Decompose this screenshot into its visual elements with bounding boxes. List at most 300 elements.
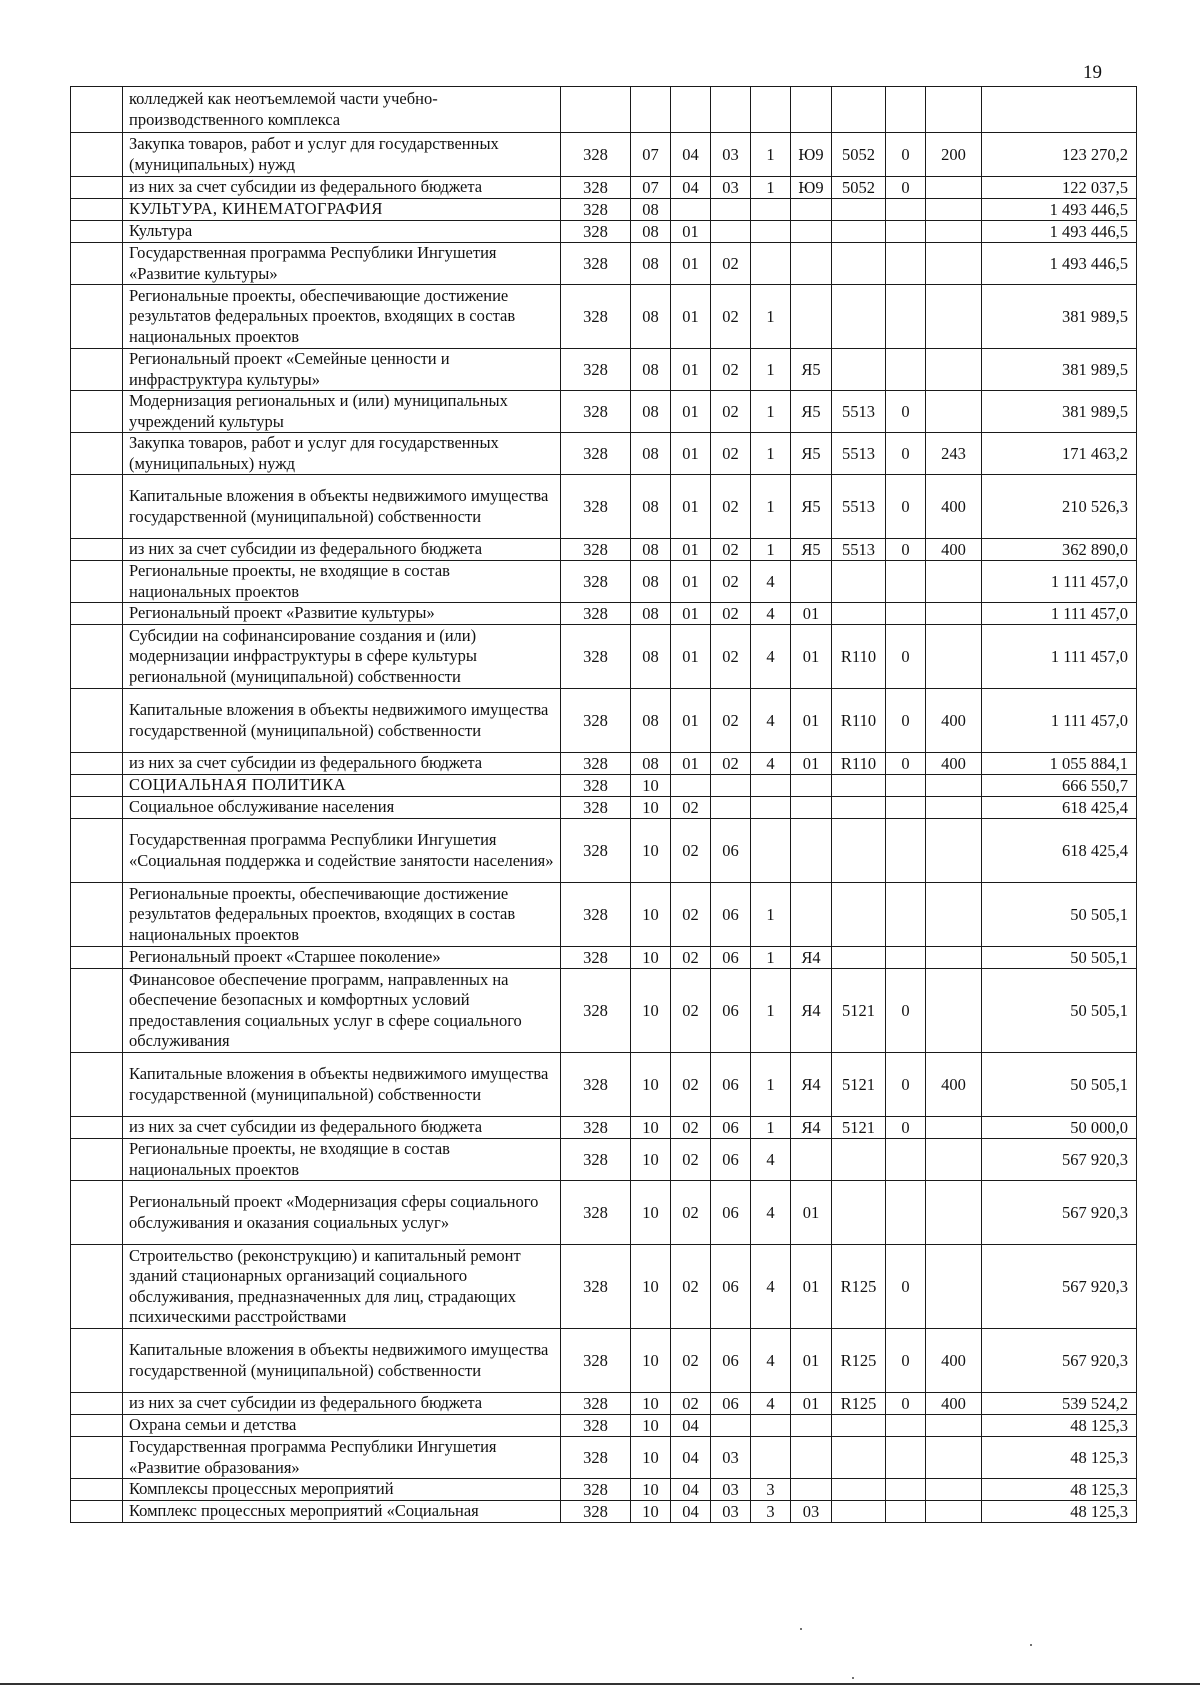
code-dir	[832, 1415, 886, 1437]
table-row	[71, 819, 1137, 883]
code-sub	[886, 797, 926, 819]
code-gp: 06	[711, 1181, 751, 1245]
code-gp: 02	[711, 391, 751, 433]
code-sub	[886, 1479, 926, 1501]
code-grbs: 328	[561, 969, 631, 1053]
code-pp: 4	[751, 603, 791, 625]
code-vr	[926, 391, 982, 433]
empty-cell	[71, 391, 123, 433]
code-sub: 0	[886, 391, 926, 433]
code-gp: 02	[711, 753, 751, 775]
code-pr: 02	[671, 1245, 711, 1329]
code-np	[791, 221, 832, 243]
code-gp: 02	[711, 475, 751, 539]
amount: 666 550,7	[982, 775, 1137, 797]
code-pp: 4	[751, 689, 791, 753]
code-grbs: 328	[561, 625, 631, 689]
code-np: Я5	[791, 391, 832, 433]
code-pr	[671, 87, 711, 133]
empty-cell	[71, 1393, 123, 1415]
code-pr: 01	[671, 753, 711, 775]
empty-cell	[71, 1117, 123, 1139]
code-gp: 06	[711, 1053, 751, 1117]
code-rz: 08	[631, 753, 671, 775]
code-vr	[926, 883, 982, 947]
code-dir	[832, 285, 886, 349]
code-sub: 0	[886, 475, 926, 539]
table-row	[71, 1117, 1137, 1139]
code-vr	[926, 1501, 982, 1523]
code-pr: 01	[671, 433, 711, 475]
table-row	[71, 947, 1137, 969]
code-pr: 02	[671, 797, 711, 819]
amount: 48 125,3	[982, 1415, 1137, 1437]
code-pp: 4	[751, 625, 791, 689]
code-grbs: 328	[561, 199, 631, 221]
code-dir	[832, 1501, 886, 1523]
code-vr	[926, 603, 982, 625]
code-np: Ю9	[791, 177, 832, 199]
amount: 381 989,5	[982, 391, 1137, 433]
code-rz: 10	[631, 797, 671, 819]
code-rz: 10	[631, 1117, 671, 1139]
code-vr	[926, 1437, 982, 1479]
code-pp: 1	[751, 391, 791, 433]
code-np: Я5	[791, 349, 832, 391]
code-pp: 1	[751, 539, 791, 561]
code-gp: 02	[711, 603, 751, 625]
code-gp: 06	[711, 1245, 751, 1329]
code-grbs: 328	[561, 1501, 631, 1523]
code-gp: 03	[711, 1501, 751, 1523]
code-grbs: 328	[561, 391, 631, 433]
code-np: Я5	[791, 433, 832, 475]
code-vr	[926, 221, 982, 243]
code-sub: 0	[886, 133, 926, 177]
empty-cell	[71, 1501, 123, 1523]
code-vr	[926, 969, 982, 1053]
empty-cell	[71, 1181, 123, 1245]
code-np	[791, 819, 832, 883]
amount: 1 111 457,0	[982, 689, 1137, 753]
code-dir	[832, 561, 886, 603]
code-pr: 01	[671, 243, 711, 285]
code-rz: 10	[631, 819, 671, 883]
amount: 381 989,5	[982, 285, 1137, 349]
code-pp	[751, 797, 791, 819]
code-sub: 0	[886, 1393, 926, 1415]
amount: 618 425,4	[982, 797, 1137, 819]
code-rz: 08	[631, 221, 671, 243]
amount: 48 125,3	[982, 1479, 1137, 1501]
code-grbs: 328	[561, 947, 631, 969]
amount: 50 000,0	[982, 1117, 1137, 1139]
code-gp: 06	[711, 1393, 751, 1415]
code-pr: 04	[671, 1415, 711, 1437]
code-gp: 06	[711, 883, 751, 947]
code-gp: 02	[711, 561, 751, 603]
code-rz: 10	[631, 947, 671, 969]
item-name: Комплексы процессных мероприятий	[123, 1479, 561, 1501]
code-np	[791, 199, 832, 221]
code-dir: 5513	[832, 433, 886, 475]
code-vr	[926, 1245, 982, 1329]
empty-cell	[71, 243, 123, 285]
code-vr	[926, 561, 982, 603]
code-dir: R110	[832, 689, 886, 753]
code-gp: 06	[711, 819, 751, 883]
code-grbs: 328	[561, 243, 631, 285]
code-gp	[711, 87, 751, 133]
code-np: Я4	[791, 1117, 832, 1139]
code-pr	[671, 775, 711, 797]
code-np	[791, 1437, 832, 1479]
item-name: Региональный проект «Семейные ценности и инфраструктура культуры»	[123, 349, 561, 391]
table-row	[71, 1053, 1137, 1117]
code-rz: 10	[631, 1053, 671, 1117]
code-sub	[886, 1181, 926, 1245]
code-np	[791, 775, 832, 797]
code-pr	[671, 199, 711, 221]
code-gp	[711, 221, 751, 243]
scan-speck	[1030, 1644, 1032, 1646]
code-gp	[711, 797, 751, 819]
code-gp	[711, 199, 751, 221]
code-dir	[832, 1437, 886, 1479]
amount: 618 425,4	[982, 819, 1137, 883]
empty-cell	[71, 199, 123, 221]
code-pp: 1	[751, 883, 791, 947]
empty-cell	[71, 349, 123, 391]
item-name: Финансовое обеспечение программ, направленных на обеспечение безопасных и комфортных условий предоставления социальных услуг в сфере социального обслуживания	[123, 969, 561, 1053]
code-grbs: 328	[561, 177, 631, 199]
code-vr	[926, 87, 982, 133]
item-name: Комплекс процессных мероприятий «Социальная	[123, 1501, 561, 1523]
amount	[982, 87, 1137, 133]
code-pp: 1	[751, 947, 791, 969]
amount: 567 920,3	[982, 1139, 1137, 1181]
code-gp: 02	[711, 243, 751, 285]
item-name: из них за счет субсидии из федерального бюджета	[123, 177, 561, 199]
code-pr: 01	[671, 539, 711, 561]
code-dir	[832, 221, 886, 243]
code-np: Я5	[791, 539, 832, 561]
code-grbs: 328	[561, 433, 631, 475]
table-body	[71, 87, 1137, 1523]
amount: 1 111 457,0	[982, 603, 1137, 625]
item-name: Капитальные вложения в объекты недвижимого имущества государственной (муниципальной) собственности	[123, 1053, 561, 1117]
code-grbs: 328	[561, 349, 631, 391]
code-np	[791, 87, 832, 133]
item-name: Региональный проект «Старшее поколение»	[123, 947, 561, 969]
code-sub: 0	[886, 1245, 926, 1329]
code-rz: 10	[631, 969, 671, 1053]
table-row	[71, 883, 1137, 947]
code-pp: 3	[751, 1501, 791, 1523]
code-np: Ю9	[791, 133, 832, 177]
table-row	[71, 539, 1137, 561]
code-sub	[886, 819, 926, 883]
code-np: Я5	[791, 475, 832, 539]
code-grbs: 328	[561, 561, 631, 603]
code-sub: 0	[886, 1053, 926, 1117]
code-vr	[926, 1415, 982, 1437]
item-name: Капитальные вложения в объекты недвижимого имущества государственной (муниципальной) собственности	[123, 1329, 561, 1393]
code-pp: 1	[751, 475, 791, 539]
code-np	[791, 1415, 832, 1437]
amount: 1 111 457,0	[982, 561, 1137, 603]
code-pr: 02	[671, 969, 711, 1053]
code-dir	[832, 775, 886, 797]
code-sub	[886, 243, 926, 285]
item-name: Региональные проекты, обеспечивающие достижение результатов федеральных проектов, входящих в состав национальных проектов	[123, 285, 561, 349]
code-vr: 200	[926, 133, 982, 177]
code-rz: 10	[631, 1479, 671, 1501]
code-vr	[926, 177, 982, 199]
code-grbs: 328	[561, 689, 631, 753]
empty-cell	[71, 1139, 123, 1181]
empty-cell	[71, 1245, 123, 1329]
code-sub: 0	[886, 539, 926, 561]
amount: 50 505,1	[982, 969, 1137, 1053]
code-pr: 02	[671, 883, 711, 947]
scan-speck	[800, 1628, 802, 1630]
code-np: 01	[791, 689, 832, 753]
code-rz: 08	[631, 539, 671, 561]
code-rz: 10	[631, 1415, 671, 1437]
code-grbs: 328	[561, 603, 631, 625]
code-dir	[832, 883, 886, 947]
item-name: Социальное обслуживание населения	[123, 797, 561, 819]
code-np	[791, 797, 832, 819]
item-name: Субсидии на софинансирование создания и (или) модернизации инфраструктуры в сфере культуры региональной (муниципальной) собственности	[123, 625, 561, 689]
code-rz: 07	[631, 133, 671, 177]
amount: 122 037,5	[982, 177, 1137, 199]
code-np	[791, 883, 832, 947]
code-gp: 02	[711, 433, 751, 475]
code-gp: 06	[711, 969, 751, 1053]
code-pr: 01	[671, 689, 711, 753]
amount: 1 493 446,5	[982, 221, 1137, 243]
code-pr: 04	[671, 1501, 711, 1523]
code-pr: 01	[671, 285, 711, 349]
code-dir	[832, 947, 886, 969]
table-row	[71, 561, 1137, 603]
code-pr: 02	[671, 1393, 711, 1415]
code-sub: 0	[886, 625, 926, 689]
code-gp: 06	[711, 1139, 751, 1181]
code-vr	[926, 819, 982, 883]
code-np: 01	[791, 1393, 832, 1415]
code-pr: 01	[671, 625, 711, 689]
amount: 50 505,1	[982, 1053, 1137, 1117]
code-sub	[886, 947, 926, 969]
code-pp	[751, 1437, 791, 1479]
code-pp	[751, 199, 791, 221]
code-vr	[926, 199, 982, 221]
amount: 1 055 884,1	[982, 753, 1137, 775]
amount: 123 270,2	[982, 133, 1137, 177]
table-row	[71, 87, 1137, 133]
table-row	[71, 221, 1137, 243]
code-gp	[711, 1415, 751, 1437]
budget-table	[70, 86, 1137, 1523]
code-sub: 0	[886, 969, 926, 1053]
code-grbs: 328	[561, 1329, 631, 1393]
code-pr: 02	[671, 1053, 711, 1117]
code-sub	[886, 603, 926, 625]
code-rz: 08	[631, 689, 671, 753]
code-np: 01	[791, 1245, 832, 1329]
code-gp: 06	[711, 947, 751, 969]
table-row	[71, 1245, 1137, 1329]
code-pp: 4	[751, 1245, 791, 1329]
amount: 210 526,3	[982, 475, 1137, 539]
empty-cell	[71, 1329, 123, 1393]
code-gp: 02	[711, 539, 751, 561]
code-dir	[832, 199, 886, 221]
code-rz: 10	[631, 1181, 671, 1245]
code-rz: 10	[631, 1393, 671, 1415]
code-grbs: 328	[561, 1393, 631, 1415]
item-name: Региональный проект «Модернизация сферы социального обслуживания и оказания социальных услуг»	[123, 1181, 561, 1245]
empty-cell	[71, 1479, 123, 1501]
code-pp: 1	[751, 433, 791, 475]
table-row	[71, 1415, 1137, 1437]
code-grbs: 328	[561, 883, 631, 947]
code-rz: 08	[631, 561, 671, 603]
item-name: Охрана семьи и детства	[123, 1415, 561, 1437]
code-rz: 10	[631, 1437, 671, 1479]
code-sub	[886, 1415, 926, 1437]
empty-cell	[71, 1053, 123, 1117]
code-rz	[631, 87, 671, 133]
code-vr	[926, 1479, 982, 1501]
table-row	[71, 1181, 1137, 1245]
code-pr: 02	[671, 1181, 711, 1245]
item-name: из них за счет субсидии из федерального бюджета	[123, 539, 561, 561]
code-np: 01	[791, 625, 832, 689]
code-pr: 02	[671, 1139, 711, 1181]
amount: 539 524,2	[982, 1393, 1137, 1415]
code-dir: 5513	[832, 475, 886, 539]
code-pr: 01	[671, 561, 711, 603]
item-name: Региональный проект «Развитие культуры»	[123, 603, 561, 625]
table-row	[71, 475, 1137, 539]
code-pp: 4	[751, 1181, 791, 1245]
code-rz: 10	[631, 883, 671, 947]
code-grbs: 328	[561, 797, 631, 819]
amount: 48 125,3	[982, 1437, 1137, 1479]
item-name: СОЦИАЛЬНАЯ ПОЛИТИКА	[123, 775, 561, 797]
code-pp: 1	[751, 349, 791, 391]
code-dir: 5121	[832, 1053, 886, 1117]
code-np: 01	[791, 753, 832, 775]
code-pr: 01	[671, 603, 711, 625]
empty-cell	[71, 603, 123, 625]
code-gp: 06	[711, 1117, 751, 1139]
code-vr	[926, 1139, 982, 1181]
item-name: КУЛЬТУРА, КИНЕМАТОГРАФИЯ	[123, 199, 561, 221]
item-name: Региональные проекты, обеспечивающие достижение результатов федеральных проектов, входящих в состав национальных проектов	[123, 883, 561, 947]
amount: 1 493 446,5	[982, 243, 1137, 285]
code-grbs: 328	[561, 819, 631, 883]
code-sub	[886, 285, 926, 349]
code-grbs: 328	[561, 133, 631, 177]
code-gp: 03	[711, 133, 751, 177]
code-grbs: 328	[561, 1181, 631, 1245]
code-grbs: 328	[561, 775, 631, 797]
code-grbs: 328	[561, 1437, 631, 1479]
code-np: 01	[791, 1329, 832, 1393]
code-np: 03	[791, 1501, 832, 1523]
code-vr	[926, 1181, 982, 1245]
code-dir	[832, 87, 886, 133]
code-vr	[926, 797, 982, 819]
code-vr	[926, 1117, 982, 1139]
code-rz: 10	[631, 1329, 671, 1393]
code-pp	[751, 1415, 791, 1437]
code-sub	[886, 349, 926, 391]
code-sub: 0	[886, 1329, 926, 1393]
code-rz: 08	[631, 285, 671, 349]
item-name: Государственная программа Республики Ингушетия «Социальная поддержка и содействие занятости населения»	[123, 819, 561, 883]
table-row	[71, 1139, 1137, 1181]
code-dir	[832, 797, 886, 819]
code-sub	[886, 221, 926, 243]
code-rz: 10	[631, 1139, 671, 1181]
code-sub	[886, 87, 926, 133]
code-vr	[926, 775, 982, 797]
code-pr: 01	[671, 475, 711, 539]
code-pr: 02	[671, 819, 711, 883]
code-pr: 04	[671, 133, 711, 177]
code-rz: 07	[631, 177, 671, 199]
code-np	[791, 1479, 832, 1501]
table-row	[71, 753, 1137, 775]
empty-cell	[71, 775, 123, 797]
code-pp	[751, 775, 791, 797]
code-pp: 1	[751, 1117, 791, 1139]
code-vr	[926, 947, 982, 969]
code-pp	[751, 243, 791, 285]
code-pr: 04	[671, 1479, 711, 1501]
code-vr: 400	[926, 1053, 982, 1117]
code-rz: 08	[631, 199, 671, 221]
empty-cell	[71, 475, 123, 539]
item-name: Культура	[123, 221, 561, 243]
empty-cell	[71, 561, 123, 603]
empty-cell	[71, 753, 123, 775]
code-grbs: 328	[561, 1053, 631, 1117]
code-pp: 4	[751, 753, 791, 775]
amount: 50 505,1	[982, 883, 1137, 947]
code-dir: 5121	[832, 1117, 886, 1139]
code-vr	[926, 285, 982, 349]
code-gp: 02	[711, 689, 751, 753]
table-row	[71, 433, 1137, 475]
code-dir: R125	[832, 1245, 886, 1329]
code-sub: 0	[886, 433, 926, 475]
code-pr: 02	[671, 1329, 711, 1393]
code-rz: 10	[631, 775, 671, 797]
item-name: из них за счет субсидии из федерального бюджета	[123, 1393, 561, 1415]
code-dir: 5052	[832, 133, 886, 177]
code-dir: R125	[832, 1329, 886, 1393]
code-np	[791, 243, 832, 285]
amount: 1 493 446,5	[982, 199, 1137, 221]
code-sub: 0	[886, 689, 926, 753]
